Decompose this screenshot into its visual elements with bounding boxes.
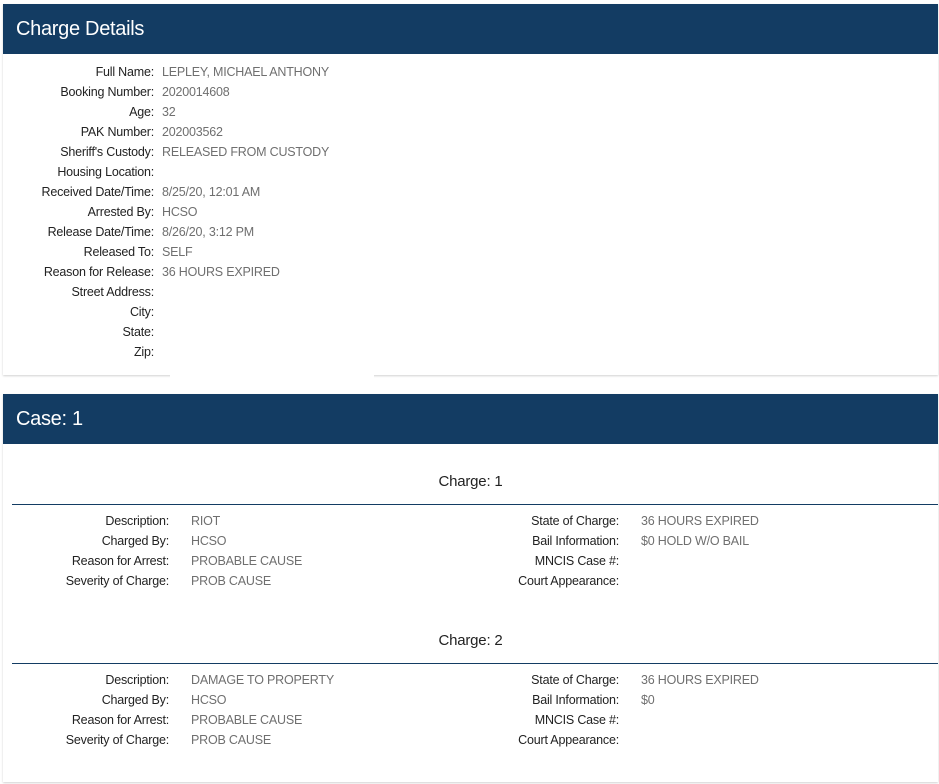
field-value: 8/25/20, 12:01 AM — [162, 185, 261, 199]
field-label: MNCIS Case #: — [534, 554, 619, 568]
field-value: SELF — [162, 245, 193, 259]
field-full-name — [3, 62, 938, 82]
field-booking-number — [3, 82, 938, 102]
field-value: PROB CAUSE — [191, 733, 271, 747]
field-label: PAK Number: — [80, 125, 154, 139]
charge-title: Charge: 2 — [438, 632, 503, 649]
field-label: Street Address: — [71, 285, 154, 299]
field-label: Full Name: — [95, 65, 154, 79]
charge-details-panel — [3, 4, 938, 375]
field-label: Severity of Charge: — [65, 574, 169, 588]
field-value: 36 HOURS EXPIRED — [641, 514, 759, 528]
charge-field-mncis-case — [3, 551, 938, 571]
field-label: Age: — [129, 105, 154, 119]
field-label: Charged By: — [101, 693, 169, 707]
field-label: Release Date/Time: — [47, 225, 154, 239]
field-value: PROBABLE CAUSE — [191, 554, 303, 568]
field-zip — [3, 342, 938, 362]
field-label: Reason for Release: — [43, 265, 154, 279]
field-value: 32 — [162, 105, 176, 119]
field-value: $0 — [641, 693, 655, 707]
charge-field-court-appearance — [3, 730, 938, 750]
field-state — [3, 322, 938, 342]
charge-field-bail-information — [3, 690, 938, 710]
field-label: Court Appearance: — [518, 733, 619, 747]
charge-field-state-of-charge — [3, 670, 938, 690]
charge-divider — [12, 504, 938, 505]
field-value: 202003562 — [162, 125, 223, 139]
field-value: $0 HOLD W/O BAIL — [641, 534, 749, 548]
field-label: MNCIS Case #: — [534, 713, 619, 727]
field-arrested-by — [3, 202, 938, 222]
field-label: Released To: — [83, 245, 154, 259]
field-label: State: — [122, 325, 154, 339]
field-label: Bail Information: — [532, 534, 619, 548]
field-label: Description: — [105, 673, 169, 687]
field-label: Arrested By: — [87, 205, 154, 219]
field-age — [3, 102, 938, 122]
field-label: Housing Location: — [57, 165, 154, 179]
field-label: Description: — [105, 514, 169, 528]
field-label: State of Charge: — [531, 673, 619, 687]
field-value: DAMAGE TO PROPERTY — [191, 673, 334, 687]
charge-field-court-appearance — [3, 571, 938, 591]
charge-details-header: Charge Details — [3, 4, 938, 54]
field-sheriffs-custody — [3, 142, 938, 162]
field-label: Charged By: — [101, 534, 169, 548]
field-label: Received Date/Time: — [41, 185, 154, 199]
field-label: Sheriff's Custody: — [60, 145, 154, 159]
field-value: RELEASED FROM CUSTODY — [162, 145, 330, 159]
charge-field-state-of-charge — [3, 511, 938, 531]
field-pak-number — [3, 122, 938, 142]
field-value: HCSO — [191, 534, 227, 548]
field-street-address — [3, 282, 938, 302]
field-value: 36 HOURS EXPIRED — [641, 673, 759, 687]
field-value: HCSO — [191, 693, 227, 707]
field-value: HCSO — [162, 205, 198, 219]
field-value: LEPLEY, MICHAEL ANTHONY — [162, 65, 329, 79]
field-reason-for-release — [3, 262, 938, 282]
field-value: 2020014608 — [162, 85, 230, 99]
field-label: Zip: — [133, 345, 154, 359]
field-label: City: — [129, 305, 154, 319]
case-panel — [3, 394, 938, 782]
field-housing-location — [3, 162, 938, 182]
field-label: Bail Information: — [532, 693, 619, 707]
shadow-gap — [170, 374, 374, 382]
field-label: State of Charge: — [531, 514, 619, 528]
field-released-to — [3, 242, 938, 262]
field-label: Booking Number: — [60, 85, 154, 99]
field-label: Reason for Arrest: — [71, 713, 169, 727]
field-value: RIOT — [191, 514, 221, 528]
field-release-datetime — [3, 222, 938, 242]
field-received-datetime — [3, 182, 938, 202]
case-header: Case: 1 — [3, 394, 938, 444]
field-label: Reason for Arrest: — [71, 554, 169, 568]
charge-divider — [12, 663, 938, 664]
field-label: Court Appearance: — [518, 574, 619, 588]
charge-field-mncis-case — [3, 710, 938, 730]
field-city — [3, 302, 938, 322]
field-value: PROBABLE CAUSE — [191, 713, 303, 727]
charge-field-bail-information — [3, 531, 938, 551]
field-value: 8/26/20, 3:12 PM — [162, 225, 255, 239]
field-value: PROB CAUSE — [191, 574, 271, 588]
charge-title: Charge: 1 — [438, 473, 503, 490]
field-value: 36 HOURS EXPIRED — [162, 265, 280, 279]
field-label: Severity of Charge: — [65, 733, 169, 747]
